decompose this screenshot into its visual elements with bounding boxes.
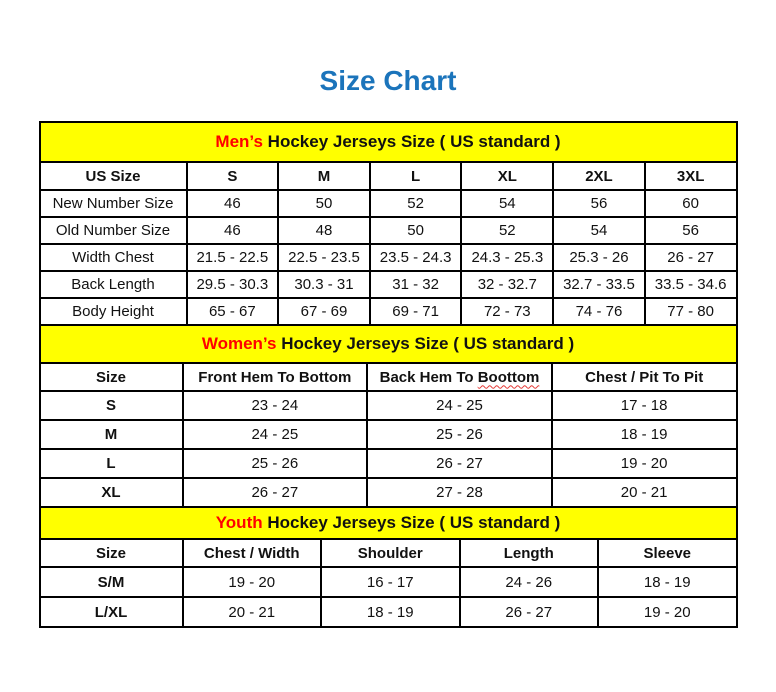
column-header: Chest / Width (183, 539, 322, 567)
column-header: Shoulder (321, 539, 460, 567)
size-cell: 46 (187, 190, 279, 217)
size-cell: 20 - 21 (183, 597, 322, 627)
table-row (40, 190, 737, 217)
size-cell: 33.5 - 34.6 (645, 271, 737, 298)
youth-section-band (40, 507, 737, 539)
band-highlight: Women’s (201, 334, 277, 353)
section-band-title (40, 507, 737, 539)
row-label: L (40, 449, 183, 478)
size-cell: 32 - 32.7 (461, 271, 553, 298)
youth-header-row (40, 539, 737, 567)
column-header: M (278, 162, 370, 190)
column-header: L (370, 162, 462, 190)
section-band-title (40, 325, 737, 363)
column-header: 3XL (645, 162, 737, 190)
size-cell: 18 - 19 (552, 420, 737, 449)
size-cell: 32.7 - 33.5 (553, 271, 645, 298)
band-highlight: Youth (215, 513, 263, 532)
size-cell: 56 (553, 190, 645, 217)
column-header: Front Hem To Bottom (183, 363, 368, 391)
size-cell: 22.5 - 23.5 (278, 244, 370, 271)
row-label: S/M (40, 567, 183, 597)
men-header-row (40, 162, 737, 190)
section-band-title (40, 122, 737, 162)
size-cell: 74 - 76 (553, 298, 645, 325)
row-label: S (40, 391, 183, 420)
table-row (40, 597, 737, 627)
size-cell: 24 - 26 (460, 567, 599, 597)
column-header (367, 363, 552, 391)
row-label: L/XL (40, 597, 183, 627)
size-cell: 77 - 80 (645, 298, 737, 325)
size-cell: 50 (278, 190, 370, 217)
size-cell: 19 - 20 (598, 597, 737, 627)
size-cell: 18 - 19 (321, 597, 460, 627)
size-chart (39, 121, 738, 628)
size-cell: 72 - 73 (461, 298, 553, 325)
size-cell: 24 - 25 (367, 391, 552, 420)
band-title-rest: Hockey Jerseys Size ( US standard ) (262, 132, 561, 151)
row-label: New Number Size (40, 190, 187, 217)
band-title-rest: Hockey Jerseys Size ( US standard ) (262, 513, 561, 532)
size-cell: 26 - 27 (367, 449, 552, 478)
column-header-text: Back Hem To (379, 368, 478, 386)
size-cell: 24.3 - 25.3 (461, 244, 553, 271)
table-row (40, 420, 737, 449)
size-cell: 25.3 - 26 (553, 244, 645, 271)
table-row (40, 298, 737, 325)
size-cell: 25 - 26 (367, 420, 552, 449)
table-row (40, 391, 737, 420)
size-cell: 50 (370, 217, 462, 244)
size-cell: 52 (370, 190, 462, 217)
size-cell: 60 (645, 190, 737, 217)
column-header: S (187, 162, 279, 190)
table-row (40, 244, 737, 271)
women-section-band (40, 325, 737, 363)
size-cell: 27 - 28 (367, 478, 552, 507)
size-cell: 31 - 32 (370, 271, 462, 298)
row-label: Body Height (40, 298, 187, 325)
men-section-band (40, 122, 737, 162)
men-size-table (39, 121, 738, 326)
size-cell: 23.5 - 24.3 (370, 244, 462, 271)
column-header: Chest / Pit To Pit (552, 363, 737, 391)
size-cell: 20 - 21 (552, 478, 737, 507)
women-header-row (40, 363, 737, 391)
size-cell: 17 - 18 (552, 391, 737, 420)
column-header: Size (40, 539, 183, 567)
band-title-rest: Hockey Jerseys Size ( US standard ) (276, 334, 575, 353)
misspelled-word: Boottom (477, 368, 540, 386)
table-row (40, 567, 737, 597)
women-size-table (39, 324, 738, 508)
table-row (40, 478, 737, 507)
size-cell: 18 - 19 (598, 567, 737, 597)
size-cell: 65 - 67 (187, 298, 279, 325)
table-row (40, 217, 737, 244)
column-header: Size (40, 363, 183, 391)
row-label: Back Length (40, 271, 187, 298)
size-cell: 26 - 27 (460, 597, 599, 627)
row-label: XL (40, 478, 183, 507)
size-cell: 46 (187, 217, 279, 244)
size-cell: 52 (461, 217, 553, 244)
size-cell: 24 - 25 (183, 420, 368, 449)
column-header: US Size (40, 162, 187, 190)
size-cell: 19 - 20 (183, 567, 322, 597)
table-row (40, 449, 737, 478)
size-cell: 25 - 26 (183, 449, 368, 478)
size-cell: 26 - 27 (645, 244, 737, 271)
size-cell: 48 (278, 217, 370, 244)
size-cell: 19 - 20 (552, 449, 737, 478)
column-header: XL (461, 162, 553, 190)
size-cell: 54 (553, 217, 645, 244)
size-cell: 56 (645, 217, 737, 244)
column-header: Length (460, 539, 599, 567)
row-label: Width Chest (40, 244, 187, 271)
size-cell: 69 - 71 (370, 298, 462, 325)
column-header: 2XL (553, 162, 645, 190)
row-label: Old Number Size (40, 217, 187, 244)
column-header: Sleeve (598, 539, 737, 567)
size-cell: 29.5 - 30.3 (187, 271, 279, 298)
page-title: Size Chart (319, 65, 457, 96)
size-cell: 16 - 17 (321, 567, 460, 597)
table-row (40, 271, 737, 298)
size-cell: 21.5 - 22.5 (187, 244, 279, 271)
youth-size-table (39, 506, 738, 628)
size-cell: 30.3 - 31 (278, 271, 370, 298)
row-label: M (40, 420, 183, 449)
size-cell: 26 - 27 (183, 478, 368, 507)
size-cell: 23 - 24 (183, 391, 368, 420)
band-highlight: Men’s (215, 132, 263, 151)
size-cell: 54 (461, 190, 553, 217)
size-cell: 67 - 69 (278, 298, 370, 325)
